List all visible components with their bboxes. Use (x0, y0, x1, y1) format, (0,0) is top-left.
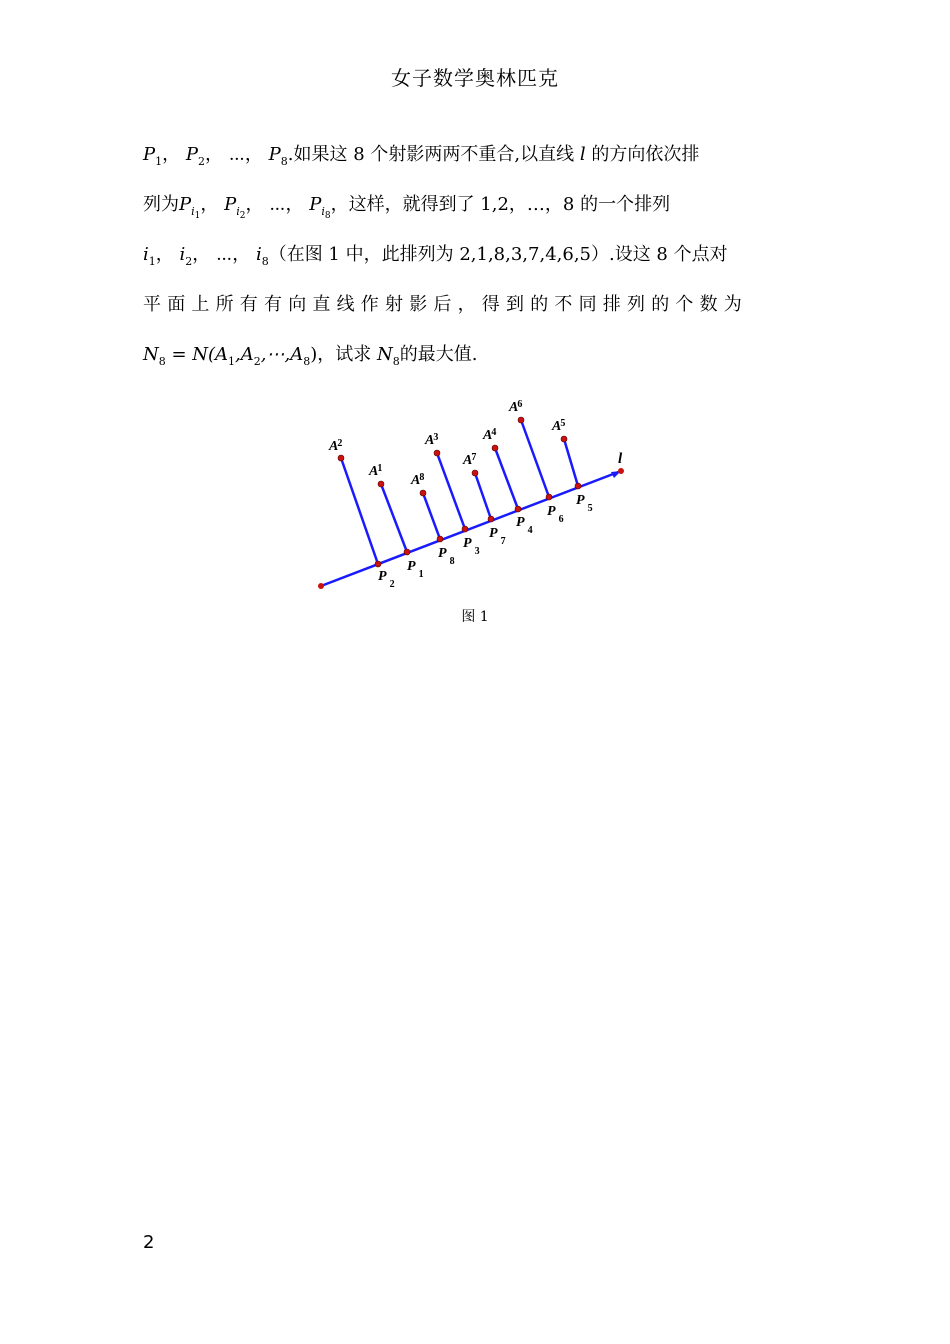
point-a4 (492, 445, 498, 451)
page-header: 女子数学奥林匹克 (391, 66, 559, 90)
projection-figure (300, 390, 640, 600)
label-a1: A1 (369, 463, 383, 479)
point-a3 (434, 450, 440, 456)
point-p7 (488, 516, 494, 522)
point-a7 (472, 470, 478, 476)
figure-caption: 图 1 (461, 609, 489, 625)
point-p2 (375, 561, 381, 567)
projection-segment-7 (475, 473, 491, 519)
projection-segment-1 (381, 484, 407, 552)
projection-segment-4 (495, 448, 518, 509)
projection-segment-6 (521, 420, 549, 497)
label-p8: $P_8$ (438, 546, 455, 567)
label-p6: $P_6$ (547, 504, 564, 525)
point-a6 (518, 417, 524, 423)
line-label: l (618, 451, 623, 467)
point-a8 (420, 490, 426, 496)
point-p5 (575, 483, 581, 489)
label-a8: A8 (411, 472, 425, 488)
label-p2: $P_2$ (378, 569, 395, 590)
line-end-point (618, 468, 624, 474)
projection-segment-3 (437, 453, 465, 529)
label-a5: A5 (552, 418, 566, 434)
point-a1 (378, 481, 384, 487)
point-a5 (561, 436, 567, 442)
paragraph-line-5: $N_8$ = $N(A_1,A_2,\cdots,A_8)$，试求 $N_8$的最大值. (143, 344, 478, 368)
paragraph-line-4: 平面上所有有向直线作射影后，得到的不同排列的个数为 (143, 294, 748, 315)
point-p3 (462, 526, 468, 532)
label-a4: A4 (483, 427, 497, 443)
point-a2 (338, 455, 344, 461)
label-p5: $P_5$ (576, 493, 593, 514)
page-number: 2 (143, 1232, 155, 1253)
paragraph-line-2: 列为$P_{i_1}$， $P_{i_2}$， ⋯， $P_{i_8}$，这样，就得到了 1,2，…，8 的一个排列 (143, 194, 671, 221)
paragraph-line-3: $i_1$， $i_2$， ⋯， $i_8$（在图 1 中，此排列为 2,1,8,3,7,4,6,5）.设这 8 个点对 (143, 244, 728, 268)
point-p8 (437, 536, 443, 542)
label-p4: $P_4$ (516, 515, 533, 536)
label-a7: A7 (463, 452, 477, 468)
label-p1: $P_1$ (407, 559, 424, 580)
label-a6: A6 (509, 399, 523, 415)
point-p6 (546, 494, 552, 500)
label-a3: A3 (425, 432, 439, 448)
projection-segment-8 (423, 493, 440, 539)
label-a2: A2 (329, 438, 343, 454)
paragraph-line-1: $P_1$， $P_2$， ⋯， $P_8$.如果这 8 个射影两两不重合,以直线 l 的方向依次排 (143, 144, 700, 168)
point-p1 (404, 549, 410, 555)
projection-segment-5 (564, 439, 578, 486)
label-p3: $P_3$ (463, 536, 480, 557)
line-start-point (318, 583, 324, 589)
label-p7: $P_7$ (489, 526, 506, 547)
point-p4 (515, 506, 521, 512)
